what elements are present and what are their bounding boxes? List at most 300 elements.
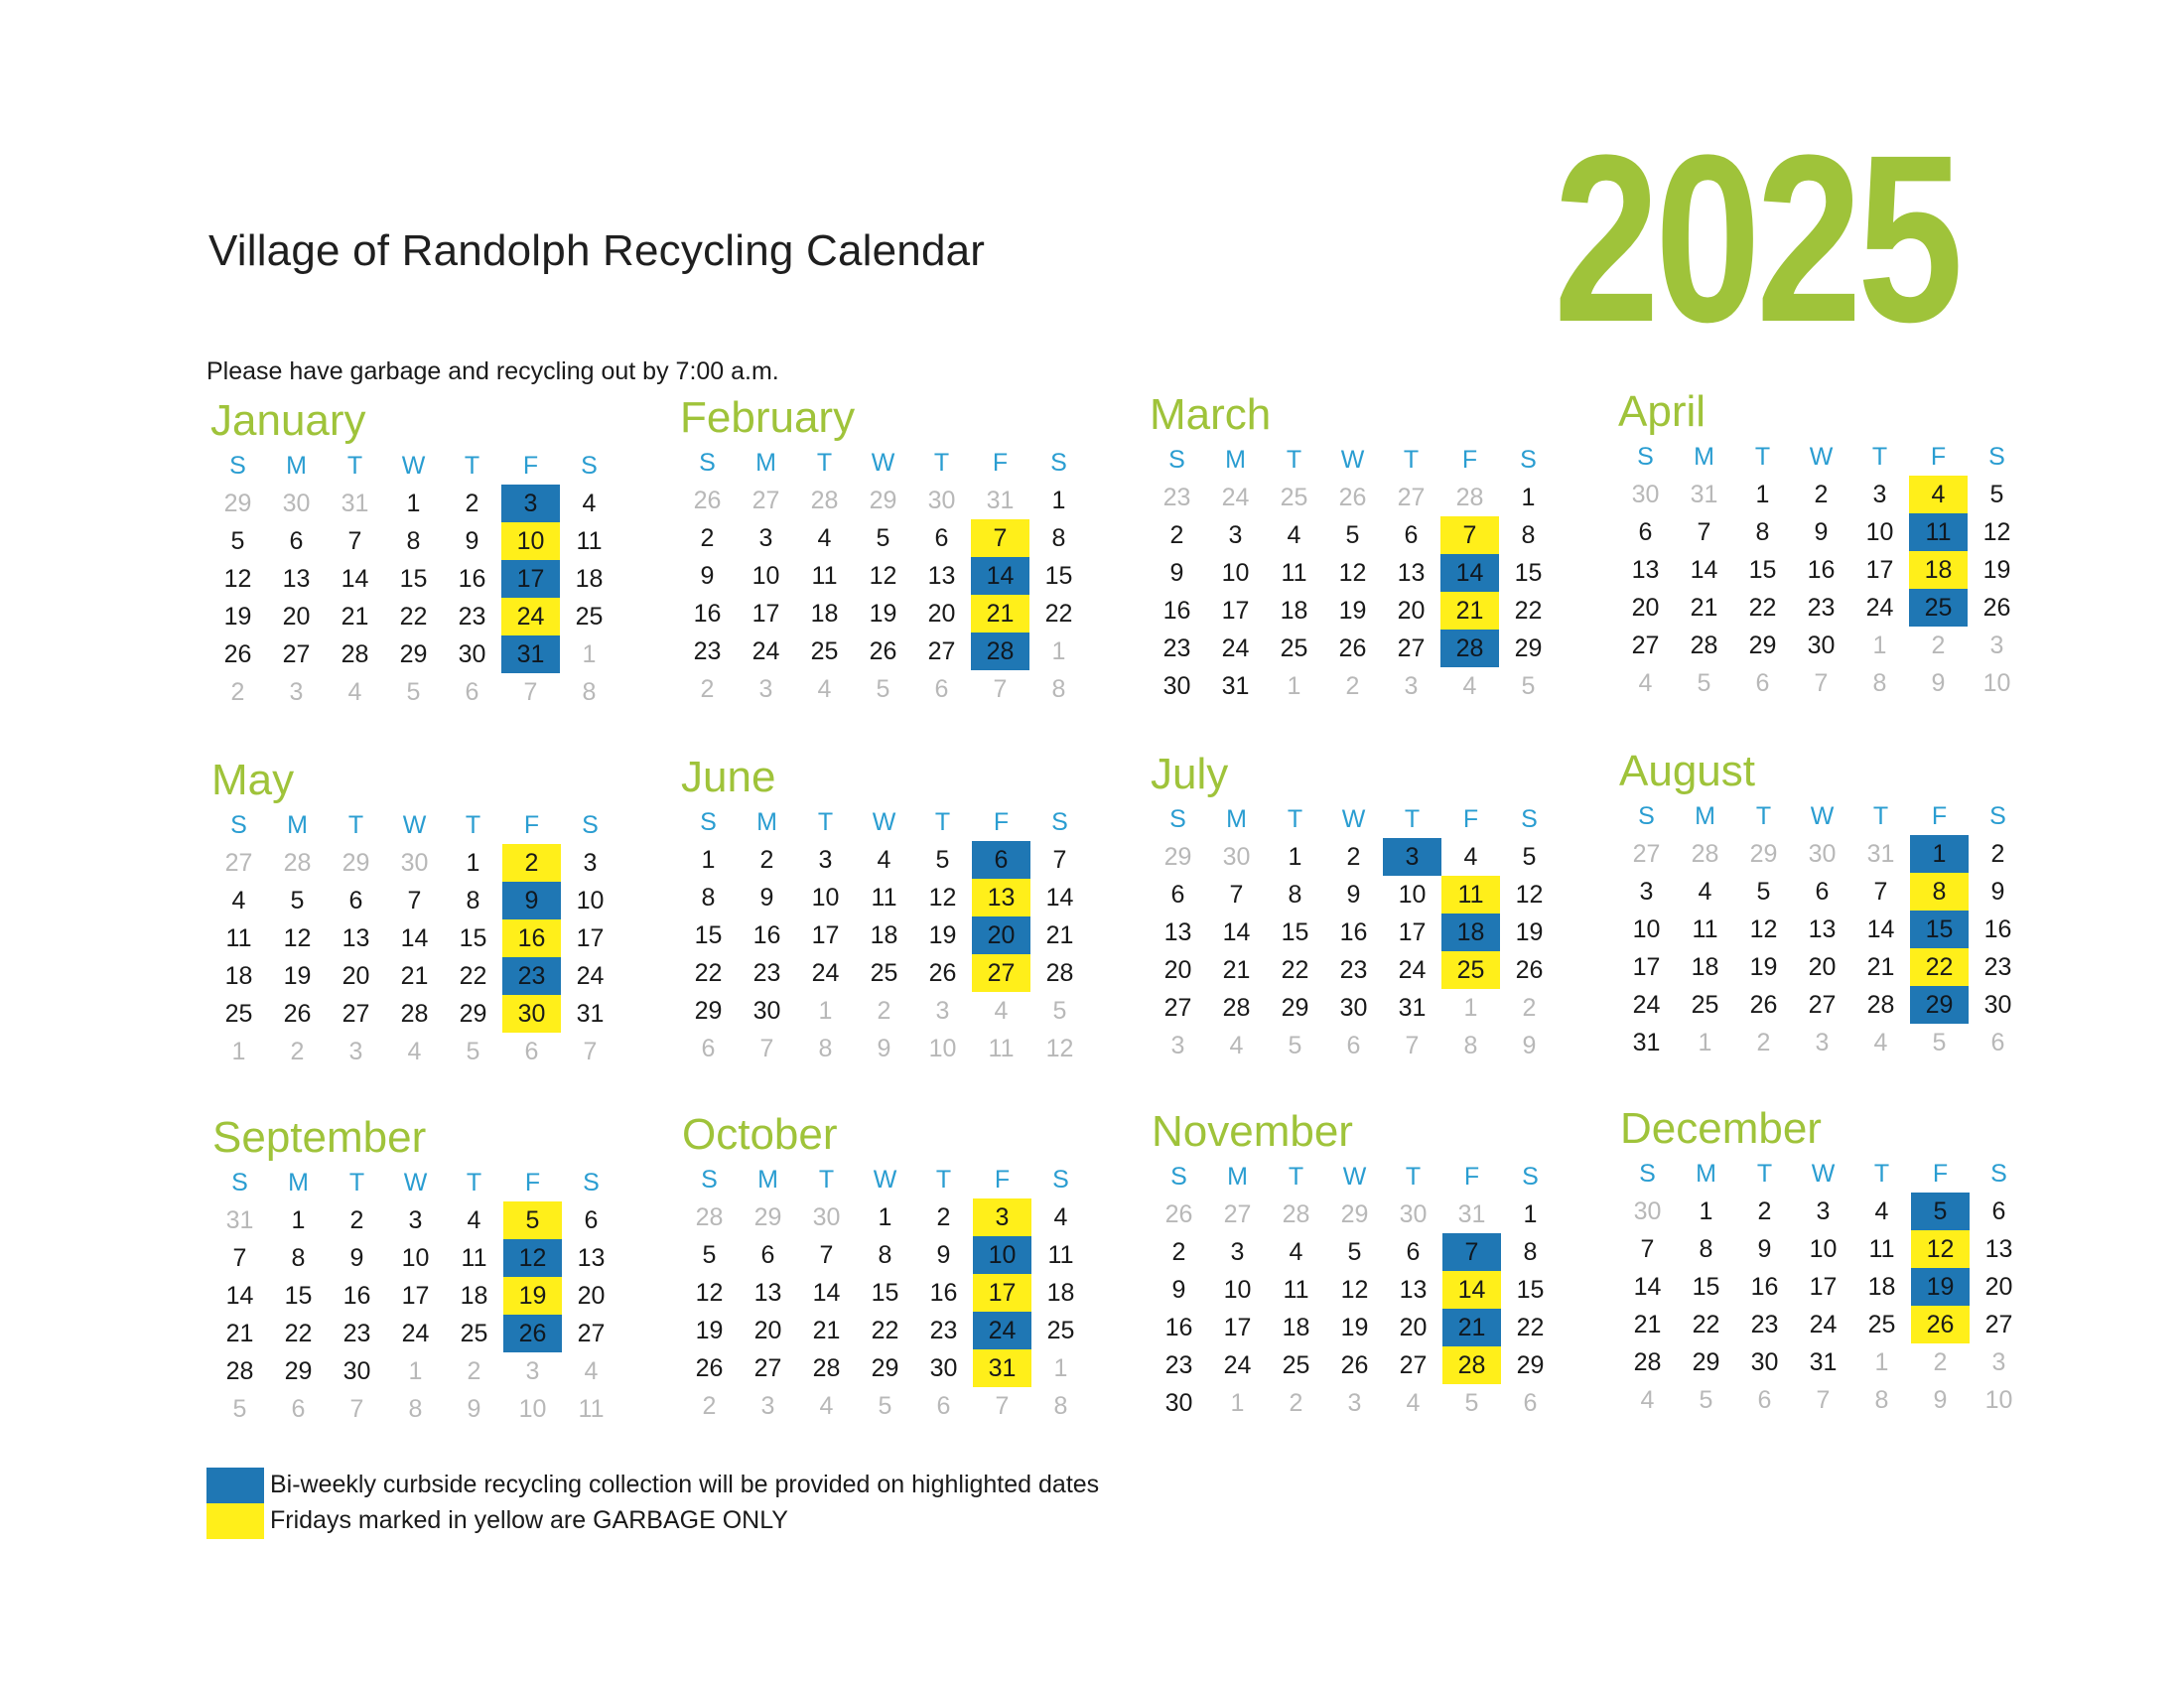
adjacent-day: 9	[1933, 1386, 1948, 1414]
adjacent-day: 4	[994, 997, 1009, 1025]
day-cell: 7	[407, 887, 422, 914]
weekday-header: S	[1050, 449, 1067, 477]
day-cell: 27	[1631, 632, 1660, 659]
day-cell: 29	[1281, 994, 1309, 1022]
day-cell: 14	[1045, 884, 1074, 912]
day-cell: 1	[1051, 487, 1066, 514]
day-cell: 4	[1698, 878, 1712, 906]
adjacent-day: 5	[466, 1038, 480, 1065]
day-cell: 3	[1816, 1197, 1831, 1225]
adjacent-day: 3	[1989, 632, 2004, 659]
adjacent-day: 30	[1399, 1200, 1428, 1228]
weekday-header: T	[934, 808, 951, 836]
day-cell: 25	[1046, 1317, 1075, 1344]
day-cell: 10	[1865, 518, 1894, 546]
day-cell: 25	[224, 1000, 253, 1028]
adjacent-day: 4	[1229, 1032, 1244, 1059]
recycling-day: 6	[972, 841, 1030, 879]
month-name: June	[681, 753, 776, 801]
day-cell: 3	[1228, 521, 1243, 549]
adjacent-day: 4	[819, 1392, 834, 1420]
day-cell: 19	[283, 962, 312, 990]
day-cell: 25	[870, 959, 898, 987]
day-cell: 13	[577, 1244, 606, 1272]
weekday-header: T	[1755, 802, 1772, 830]
weekday-header: T	[1756, 1160, 1773, 1188]
adjacent-day: 29	[223, 490, 252, 517]
month-february	[678, 394, 1095, 722]
garbage-only-day: 26	[1911, 1306, 1970, 1343]
month-grid	[208, 447, 621, 711]
adjacent-day: 5	[1288, 1032, 1302, 1059]
day-cell: 16	[929, 1279, 958, 1307]
adjacent-day: 5	[1697, 669, 1711, 697]
day-cell: 13	[753, 1279, 782, 1307]
weekday-header: S	[1169, 805, 1186, 833]
day-cell: 17	[1398, 918, 1427, 946]
day-cell: 23	[1750, 1311, 1779, 1338]
day-cell: 8	[878, 1241, 892, 1269]
day-cell: 11	[576, 527, 603, 555]
weekday-header: M	[287, 811, 308, 839]
weekday-header: W	[401, 452, 426, 480]
day-cell: 15	[1514, 559, 1543, 587]
day-cell: 24	[1221, 634, 1250, 662]
adjacent-day: 31	[1690, 481, 1718, 508]
adjacent-day: 1	[818, 997, 833, 1025]
weekday-header: M	[1695, 802, 1715, 830]
weekday-header: T	[1288, 1163, 1304, 1191]
day-cell: 19	[1340, 1314, 1369, 1341]
adjacent-day: 10	[928, 1035, 957, 1062]
month-name: December	[1620, 1104, 1822, 1153]
day-cell: 27	[927, 637, 956, 665]
recycling-day: 11	[1909, 513, 1968, 551]
day-cell: 13	[341, 924, 370, 952]
adjacent-day: 6	[1346, 1032, 1361, 1059]
day-cell: 16	[752, 921, 781, 949]
day-cell: 16	[1750, 1273, 1779, 1301]
day-cell: 1	[1521, 484, 1536, 511]
adjacent-day: 8	[1053, 1392, 1068, 1420]
weekday-header: M	[1694, 443, 1714, 471]
recycling-day: 18	[1441, 914, 1500, 951]
adjacent-day: 1	[1698, 1029, 1712, 1056]
weekday-header: S	[1520, 446, 1537, 474]
day-cell: 22	[399, 603, 428, 631]
day-cell: 29	[1692, 1348, 1720, 1376]
day-cell: 6	[1170, 881, 1185, 909]
day-cell: 30	[1339, 994, 1368, 1022]
day-cell: 10	[811, 884, 840, 912]
month-grid	[209, 806, 622, 1070]
day-cell: 27	[1163, 994, 1192, 1022]
month-grid	[1149, 800, 1562, 1064]
weekday-header: M	[756, 808, 777, 836]
garbage-only-day: 18	[1909, 551, 1968, 589]
day-cell: 10	[576, 887, 605, 914]
day-cell: 18	[870, 921, 898, 949]
garbage-only-day: 8	[1910, 873, 1969, 911]
day-cell: 20	[927, 600, 956, 628]
day-cell: 12	[1340, 1276, 1369, 1304]
day-cell: 18	[1280, 597, 1308, 625]
adjacent-day: 7	[1816, 1386, 1831, 1414]
garbage-only-day: 11	[1441, 876, 1500, 914]
day-cell: 4	[231, 887, 246, 914]
day-cell: 28	[1633, 1348, 1662, 1376]
garbage-only-day: 2	[502, 844, 561, 882]
adjacent-day: 2	[1345, 672, 1360, 700]
day-cell: 14	[1866, 915, 1895, 943]
day-cell: 5	[1522, 843, 1537, 871]
day-cell: 30	[1807, 632, 1836, 659]
day-cell: 25	[1280, 634, 1308, 662]
day-cell: 1	[1523, 1200, 1538, 1228]
day-cell: 8	[466, 887, 480, 914]
adjacent-day: 1	[1051, 637, 1066, 665]
day-cell: 5	[1345, 521, 1360, 549]
garbage-only-day: 12	[1911, 1230, 1970, 1268]
adjacent-day: 31	[1866, 840, 1895, 868]
weekday-header: S	[1637, 443, 1654, 471]
weekday-header: T	[1405, 1163, 1422, 1191]
adjacent-day: 5	[1464, 1389, 1479, 1417]
day-cell: 21	[225, 1320, 254, 1347]
day-cell: 4	[1289, 1238, 1303, 1266]
garbage-only-day: 16	[502, 919, 561, 957]
day-cell: 9	[1169, 559, 1184, 587]
month-grid	[679, 803, 1092, 1067]
month-grid	[1150, 1158, 1563, 1422]
day-cell: 21	[1633, 1311, 1662, 1338]
weekday-header: T	[1287, 805, 1303, 833]
day-cell: 6	[1638, 518, 1653, 546]
recycling-day: 29	[1910, 986, 1969, 1024]
garbage-only-day: 7	[1440, 516, 1499, 554]
adjacent-day: 4	[407, 1038, 422, 1065]
day-cell: 20	[1631, 594, 1660, 622]
garbage-only-day: 13	[972, 879, 1030, 916]
day-cell: 27	[577, 1320, 606, 1347]
day-cell: 27	[1399, 1351, 1428, 1379]
day-cell: 5	[1756, 878, 1771, 906]
day-cell: 6	[348, 887, 363, 914]
day-cell: 8	[1755, 518, 1770, 546]
adjacent-day: 10	[518, 1395, 547, 1423]
weekday-header: S	[230, 811, 247, 839]
garbage-only-day: 10	[501, 522, 560, 560]
day-cell: 6	[289, 527, 304, 555]
adjacent-day: 28	[1455, 484, 1484, 511]
recycling-day: 25	[1909, 589, 1968, 627]
day-cell: 2	[1757, 1197, 1772, 1225]
recycling-day: 17	[501, 560, 560, 598]
weekday-header: T	[465, 811, 481, 839]
day-cell: 2	[1169, 521, 1184, 549]
day-cell: 2	[349, 1206, 364, 1234]
day-cell: 28	[225, 1357, 254, 1385]
adjacent-day: 8	[1872, 669, 1887, 697]
adjacent-day: 4	[347, 678, 362, 706]
weekday-header: W	[1342, 1163, 1367, 1191]
adjacent-day: 1	[582, 640, 597, 668]
day-cell: 12	[283, 924, 312, 952]
day-cell: 15	[1748, 556, 1777, 584]
recycling-day: 19	[1911, 1268, 1970, 1306]
weekday-header: W	[1809, 443, 1834, 471]
weekday-header: F	[994, 1166, 1011, 1194]
adjacent-day: 3	[525, 1357, 540, 1385]
adjacent-day: 2	[1933, 1348, 1948, 1376]
day-cell: 4	[817, 524, 832, 552]
adjacent-day: 2	[467, 1357, 481, 1385]
day-cell: 27	[753, 1354, 782, 1382]
day-cell: 30	[458, 640, 486, 668]
day-cell: 11	[1868, 1235, 1895, 1263]
adjacent-day: 25	[1280, 484, 1308, 511]
adjacent-day: 8	[818, 1035, 833, 1062]
legend-garbage-text: Fridays marked in yellow are GARBAGE ONLY	[270, 1506, 788, 1534]
weekday-header: S	[700, 808, 717, 836]
recycling-day: 12	[503, 1239, 562, 1277]
weekday-header: S	[1051, 808, 1068, 836]
garbage-only-day: 19	[503, 1277, 562, 1315]
recycling-day: 15	[1910, 911, 1969, 948]
month-grid	[1618, 1155, 2031, 1419]
adjacent-day: 31	[986, 487, 1015, 514]
adjacent-day: 3	[758, 675, 773, 703]
day-cell: 5	[876, 524, 890, 552]
garbage-swatch	[206, 1503, 264, 1539]
day-cell: 18	[1282, 1314, 1310, 1341]
adjacent-day: 1	[1874, 1348, 1889, 1376]
day-cell: 22	[1516, 1314, 1545, 1341]
day-cell: 1	[291, 1206, 306, 1234]
recycling-day: 31	[501, 635, 560, 673]
day-cell: 18	[1046, 1279, 1075, 1307]
adjacent-day: 5	[1932, 1029, 1947, 1056]
day-cell: 14	[400, 924, 429, 952]
adjacent-day: 11	[988, 1035, 1015, 1062]
weekday-header: T	[816, 449, 833, 477]
day-cell: 8	[291, 1244, 306, 1272]
day-cell: 21	[400, 962, 429, 990]
day-cell: 20	[1163, 956, 1192, 984]
day-cell: 28	[341, 640, 369, 668]
day-cell: 26	[1982, 594, 2011, 622]
weekday-header: S	[699, 449, 716, 477]
day-cell: 10	[1809, 1235, 1838, 1263]
adjacent-day: 5	[1699, 1386, 1713, 1414]
day-cell: 2	[1990, 840, 2005, 868]
day-cell: 22	[1692, 1311, 1720, 1338]
weekday-header: F	[1930, 443, 1947, 471]
day-cell: 19	[928, 921, 957, 949]
day-cell: 24	[751, 637, 780, 665]
recycling-day: 14	[1440, 554, 1499, 592]
month-name: October	[682, 1110, 838, 1159]
day-cell: 2	[465, 490, 479, 517]
adjacent-day: 9	[1522, 1032, 1537, 1059]
adjacent-day: 9	[877, 1035, 891, 1062]
day-cell: 21	[1222, 956, 1251, 984]
day-cell: 6	[1991, 1197, 2006, 1225]
day-cell: 26	[283, 1000, 312, 1028]
month-grid	[678, 444, 1091, 708]
adjacent-day: 4	[584, 1357, 599, 1385]
day-cell: 20	[753, 1317, 782, 1344]
month-name: November	[1152, 1107, 1353, 1156]
weekday-header: S	[701, 1166, 718, 1194]
day-cell: 27	[282, 640, 311, 668]
day-cell: 11	[1692, 915, 1718, 943]
day-cell: 16	[342, 1282, 371, 1310]
day-cell: 16	[1807, 556, 1836, 584]
weekday-header: F	[1461, 446, 1478, 474]
adjacent-day: 7	[583, 1038, 598, 1065]
weekday-header: T	[817, 808, 834, 836]
day-cell: 29	[1516, 1351, 1545, 1379]
adjacent-day: 6	[936, 1392, 951, 1420]
day-cell: 5	[1347, 1238, 1362, 1266]
day-cell: 15	[284, 1282, 313, 1310]
month-march	[1148, 391, 1565, 719]
garbage-only-day: 21	[1440, 592, 1499, 630]
recycling-day: 28	[1440, 630, 1499, 667]
adjacent-day: 5	[406, 678, 421, 706]
day-cell: 25	[575, 603, 604, 631]
day-cell: 2	[1346, 843, 1361, 871]
day-cell: 1	[1755, 481, 1770, 508]
day-cell: 1	[878, 1203, 892, 1231]
day-cell: 31	[576, 1000, 605, 1028]
day-cell: 13	[1397, 559, 1426, 587]
day-cell: 4	[1463, 843, 1478, 871]
adjacent-day: 2	[1522, 994, 1537, 1022]
day-cell: 26	[223, 640, 252, 668]
recycling-day: 10	[973, 1236, 1031, 1274]
day-cell: 4	[582, 490, 597, 517]
adjacent-day: 6	[1990, 1029, 2005, 1056]
day-cell: 19	[1515, 918, 1544, 946]
day-cell: 17	[751, 600, 780, 628]
weekday-header: F	[992, 449, 1009, 477]
adjacent-day: 7	[1405, 1032, 1420, 1059]
day-cell: 6	[1406, 1238, 1421, 1266]
adjacent-day: 30	[1633, 1197, 1662, 1225]
day-cell: 25	[810, 637, 839, 665]
day-cell: 28	[1045, 959, 1074, 987]
day-cell: 3	[583, 849, 598, 877]
day-cell: 26	[928, 959, 957, 987]
adjacent-day: 31	[341, 490, 369, 517]
day-cell: 19	[1338, 597, 1367, 625]
day-cell: 3	[1872, 481, 1887, 508]
day-cell: 10	[751, 562, 780, 590]
day-cell: 5	[702, 1241, 717, 1269]
weekday-header: M	[288, 1169, 309, 1196]
weekday-header: W	[1341, 805, 1366, 833]
adjacent-day: 6	[934, 675, 949, 703]
day-cell: 21	[1690, 594, 1718, 622]
weekday-header: S	[231, 1169, 248, 1196]
day-cell: 22	[871, 1317, 899, 1344]
day-cell: 31	[1398, 994, 1427, 1022]
day-cell: 8	[1699, 1235, 1713, 1263]
day-cell: 10	[1223, 1276, 1252, 1304]
recycling-day: 23	[502, 957, 561, 995]
day-cell: 12	[1515, 881, 1544, 909]
adjacent-day: 3	[1815, 1029, 1830, 1056]
adjacent-day: 29	[753, 1203, 782, 1231]
adjacent-day: 2	[1289, 1389, 1303, 1417]
day-cell: 17	[811, 921, 840, 949]
weekday-header: T	[1873, 1160, 1890, 1188]
adjacent-day: 4	[1638, 669, 1653, 697]
day-cell: 9	[465, 527, 479, 555]
adjacent-day: 31	[225, 1206, 254, 1234]
garbage-only-day: 22	[1910, 948, 1969, 986]
adjacent-day: 9	[1931, 669, 1946, 697]
adjacent-day: 8	[1463, 1032, 1478, 1059]
day-cell: 21	[812, 1317, 841, 1344]
day-cell: 7	[232, 1244, 247, 1272]
day-cell: 18	[810, 600, 839, 628]
day-cell: 4	[467, 1206, 481, 1234]
day-cell: 20	[1399, 1314, 1428, 1341]
day-cell: 4	[877, 846, 891, 874]
month-april	[1616, 388, 2033, 716]
day-cell: 27	[1397, 634, 1426, 662]
day-cell: 10	[401, 1244, 430, 1272]
day-cell: 23	[458, 603, 486, 631]
adjacent-day: 7	[995, 1392, 1010, 1420]
day-cell: 28	[1866, 991, 1895, 1019]
month-name: January	[210, 396, 366, 445]
day-cell: 28	[400, 1000, 429, 1028]
weekday-header: M	[755, 449, 776, 477]
day-cell: 17	[1632, 953, 1661, 981]
adjacent-day: 11	[578, 1395, 605, 1423]
weekday-header: F	[522, 452, 539, 480]
day-cell: 22	[459, 962, 487, 990]
adjacent-day: 1	[1463, 994, 1478, 1022]
adjacent-day: 28	[695, 1203, 724, 1231]
day-cell: 26	[1340, 1351, 1369, 1379]
adjacent-day: 29	[1340, 1200, 1369, 1228]
weekday-header: S	[1989, 802, 2006, 830]
day-cell: 19	[223, 603, 252, 631]
month-name: May	[211, 756, 295, 804]
adjacent-day: 1	[1872, 632, 1887, 659]
adjacent-day: 4	[1462, 672, 1477, 700]
month-name: August	[1619, 747, 1755, 795]
day-cell: 22	[284, 1320, 313, 1347]
day-cell: 5	[935, 846, 950, 874]
day-cell: 3	[1230, 1238, 1245, 1266]
weekday-header: M	[1226, 805, 1247, 833]
weekday-header: T	[466, 1169, 482, 1196]
day-cell: 23	[929, 1317, 958, 1344]
weekday-header: S	[1638, 802, 1655, 830]
adjacent-day: 3	[1404, 672, 1419, 700]
day-cell: 19	[869, 600, 897, 628]
adjacent-day: 29	[1163, 843, 1192, 871]
adjacent-day: 7	[759, 1035, 774, 1062]
recycling-day: 14	[971, 557, 1029, 595]
day-cell: 11	[871, 884, 897, 912]
